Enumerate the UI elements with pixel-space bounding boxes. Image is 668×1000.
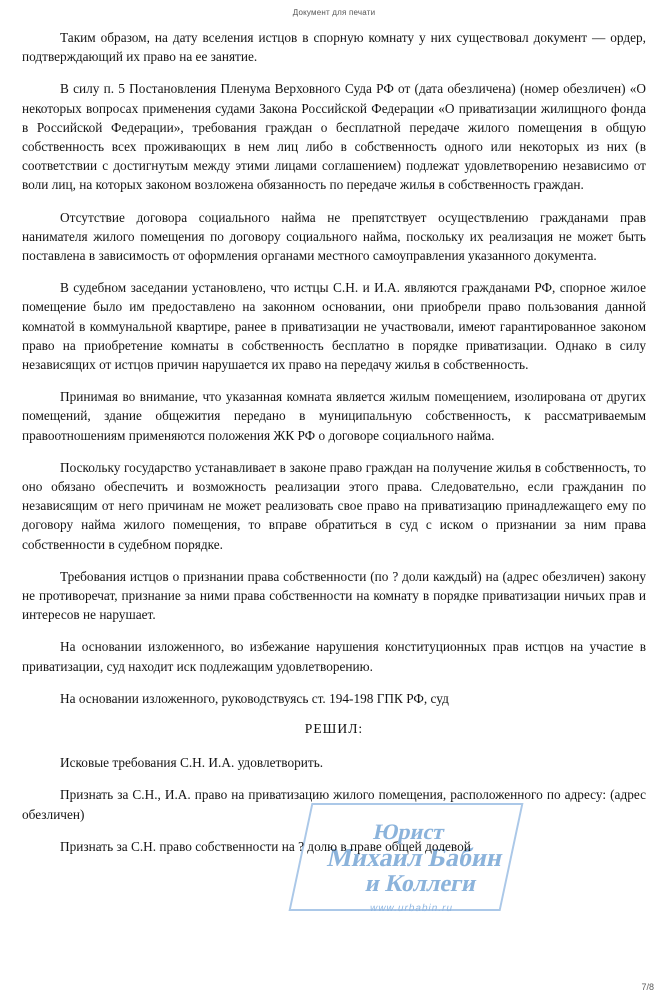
paragraph: Поскольку государство устанавливает в законе право граждан на получение жилья в собственность, то оно обязано обеспечить и возможность реализации этого права. Следовательно, если гражданин по независящим от него причинам не может реализовать свое право на приватизацию принадлежащего ему по договору найма жилого помещения, то вправе обратиться в суд с иском о признании за ним права собственности в судебном порядке. [22,459,646,552]
ruling-paragraph: Признать за С.Н., И.А. право на приватизацию жилого помещения, расположенного по адресу: (адрес обезличен) [22,787,646,822]
ruling-paragraph: Признать за С.Н. право собственности на ? долю в праве общей долевой [60,838,471,854]
page-number: 7/8 [641,982,654,992]
document-body [22,28,646,856]
paragraph: В силу п. 5 Постановления Пленума Верховного Суда РФ от (дата обезличена) (номер обезличен) «О некоторых вопросах применения судами Закона Российской Федерации «О приватизации жилищного фонда в Российской Федерации», требования граждан о бесплатной передаче жилого помещения в общую собственность всех проживающих в нем лиц либо в собственность одного или некоторых из них (в соответствии с достигнутым между этими лицами соглашением) подлежат удовлетворению независимо от воли лиц, на которых законом возложена обязанность по передаче жилья в собственность граждан. [22,81,646,193]
paragraph: Принимая во внимание, что указанная комната является жилым помещением, изолирована от других помещений, здание общежития передано в муниципальную собственность, к рассматриваемым правоотношениям применяются положения ЖК РФ о договоре социального найма. [22,389,646,443]
print-header-note: Документ для печати [292,8,376,17]
paragraph: На основании изложенного, руководствуясь ст. 194-198 ГПК РФ, суд [60,690,449,706]
stamp-line-2: Михаил Бабин [325,843,506,872]
paragraph: Отсутствие договора социального найма не препятствует осуществлению гражданами прав нанимателя жилого помещения по договору социального найма, поскольку их реализация не может быть поставлена в зависимость от оформления органами местного самоуправления указанного документа. [22,209,646,264]
stamp-url: www.urbabin.ru [368,903,455,914]
paragraph: Требования истцов о признании права собственности (по ? доли каждый) на (адрес обезличен) закону не противоречат, признание за ними права собственности на комнату в порядке приватизации ничьих прав и интересов не нарушает. [22,568,646,623]
paragraph: На основании изложенного, во избежание нарушения конституционных прав истцов на участие в приватизации, суд находит иск подлежащим удовлетворению. [22,639,646,674]
paragraph: Таким образом, на дату вселения истцов в спорную комнату у них существовал документ — ордер, подтверждающий их право на ее занятие. [22,30,646,65]
ruling-paragraph: Исковые требования С.Н. И.А. удовлетворить. [60,755,324,771]
paragraph: В судебном заседании установлено, что истцы С.Н. и И.А. являются гражданами РФ, спорное жилое помещение было им предоставлено на законном основании, они приобрели право пользования данной комнатой в коммунальной квартире, ранее в приватизации не участвовали, имеют гарантированное законом право на приобретение комнаты в собственность бесплатно в порядке приватизации. Однако в силу независящих от истцов причин нарушается их право на передачу жилья в собственность. [22,280,646,373]
stamp-line-3: и Коллеги [363,871,479,897]
stamp-line-1: Юрист [371,819,448,844]
ruling-heading: РЕШИЛ: [304,721,364,737]
